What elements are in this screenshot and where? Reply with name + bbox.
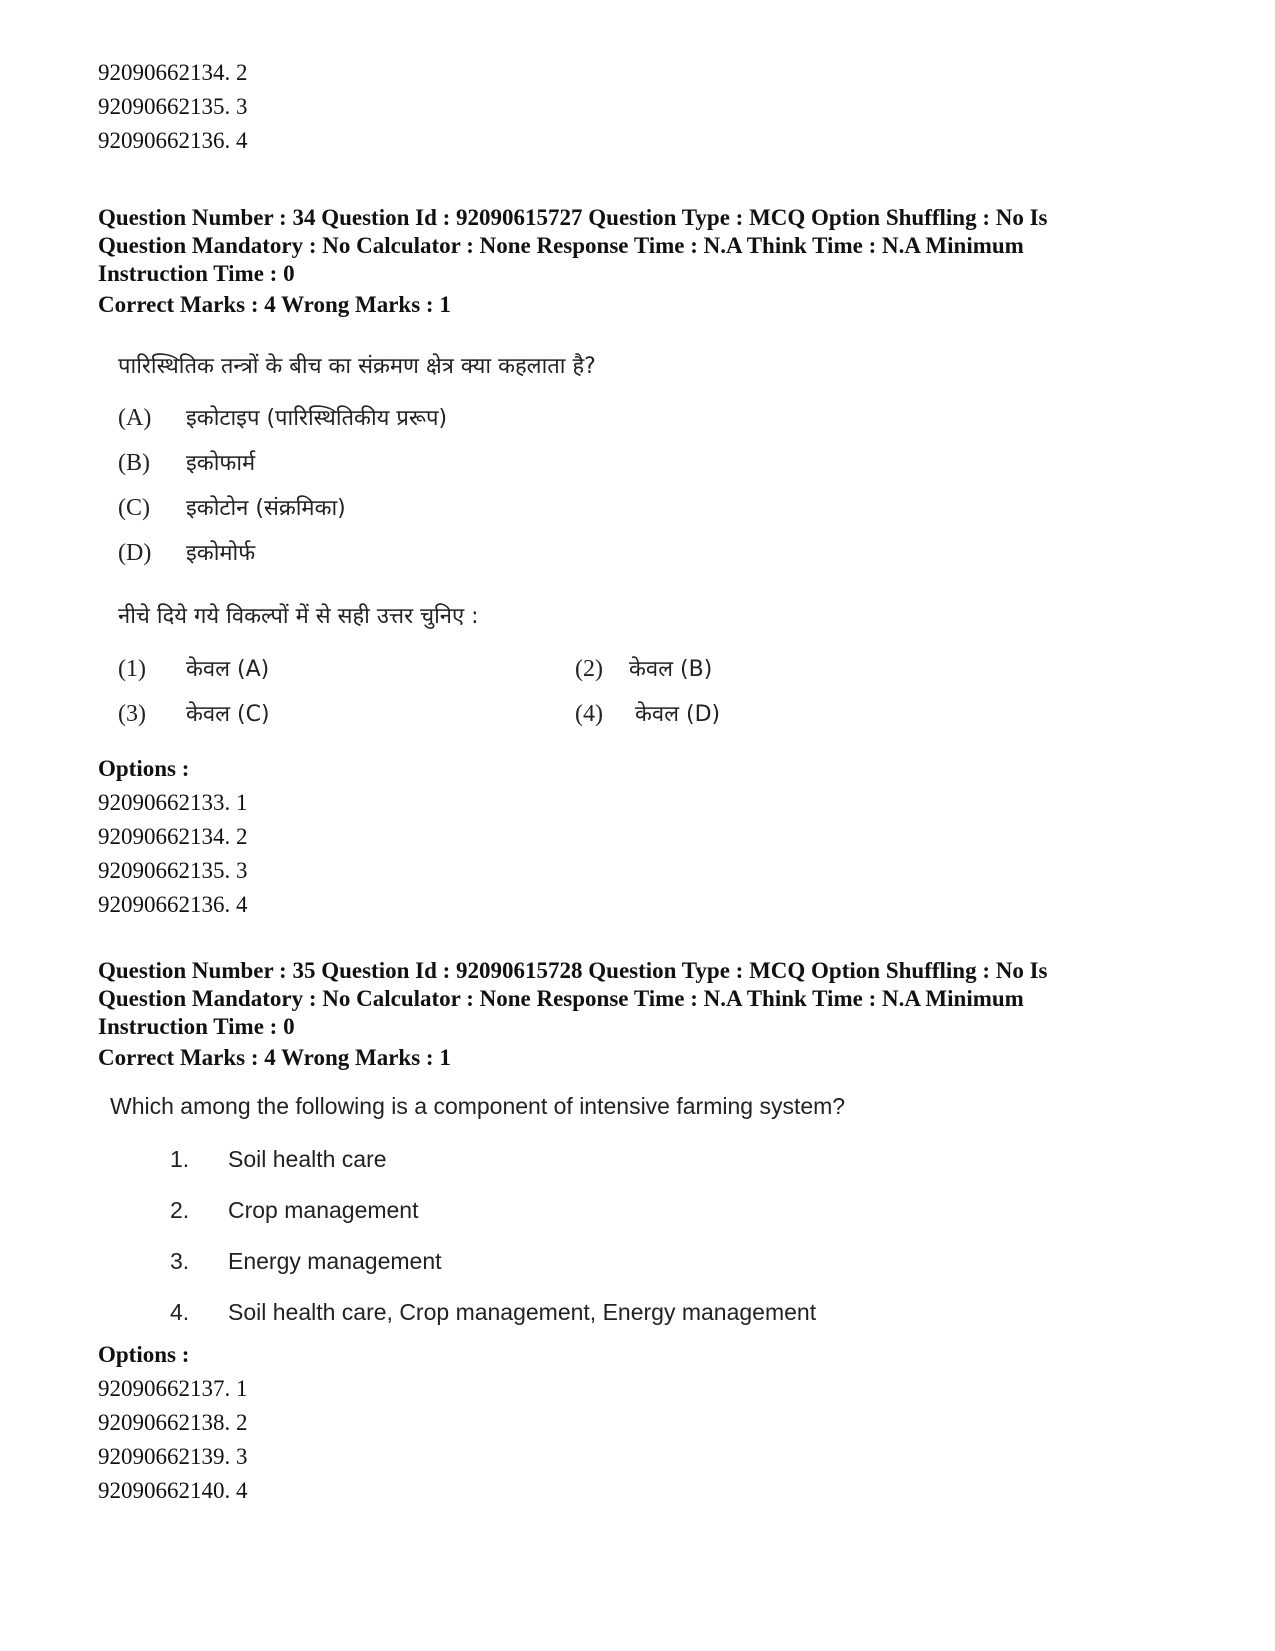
top-options: [98, 56, 1198, 158]
q35-marks: Correct Marks : 4 Wrong Marks : 1: [98, 1045, 451, 1070]
option-line: 92090662135. 3: [98, 94, 248, 119]
meta-line: Question Number : 34 Question Id : 92090615727 Question Type : MCQ Option Shuffling : No Is: [98, 205, 1048, 230]
option-line: 92090662134. 2: [98, 824, 248, 849]
q34-options: [98, 752, 1198, 922]
q35-choice-2: [170, 1197, 419, 1224]
choice-number: 4.: [170, 1299, 190, 1325]
choice-label: (3): [118, 701, 146, 727]
q35-choice-4: [170, 1299, 816, 1326]
statement-text: इकोमोर्फ: [186, 541, 256, 566]
option-line: 92090662135. 3: [98, 858, 248, 883]
option-line: 92090662133. 1: [98, 790, 248, 815]
choice-text: Crop management: [228, 1197, 419, 1223]
q35-choice-3: [170, 1248, 442, 1275]
choice-number: 1.: [170, 1146, 190, 1172]
statement-label: (C): [118, 495, 150, 521]
q34-choice-3: [118, 698, 270, 728]
q34-marks: Correct Marks : 4 Wrong Marks : 1: [98, 292, 451, 317]
choice-text: Soil health care, Crop management, Energy management: [228, 1299, 817, 1325]
q34-statement-d: [118, 537, 255, 567]
statement-text: इकोफार्म: [186, 451, 256, 476]
choice-label: (4): [575, 701, 603, 727]
q34-choice-1: [118, 653, 269, 683]
choice-text: केवल (C): [186, 702, 270, 727]
choice-text: Energy management: [228, 1248, 442, 1274]
statement-label: (B): [118, 450, 150, 476]
option-line: 92090662136. 4: [98, 892, 248, 917]
statement-label: (D): [118, 540, 152, 566]
choice-label: (2): [575, 656, 603, 682]
q34-statement-b: [118, 447, 255, 477]
q35-options: [98, 1338, 1198, 1508]
choice-text: केवल (D): [635, 702, 721, 727]
q34-choice-4: [575, 698, 720, 728]
choice-number: 3.: [170, 1248, 190, 1274]
q35-question: Which among the following is a component of intensive farming system?: [110, 1093, 846, 1119]
meta-line: Question Mandatory : No Calculator : None Response Time : N.A Think Time : N.A Minimum: [98, 986, 1024, 1011]
statement-label: (A): [118, 405, 152, 431]
option-line: 92090662138. 2: [98, 1410, 248, 1435]
q35-meta: [98, 957, 1198, 1041]
choice-number: 2.: [170, 1197, 190, 1223]
q34-instruction: नीचे दिये गये विकल्पों में से सही उत्तर चुनिए :: [118, 604, 479, 629]
meta-line: Instruction Time : 0: [98, 1014, 295, 1039]
choice-text: Soil health care: [228, 1146, 387, 1172]
q34-choice-2: [575, 653, 712, 683]
meta-line: Question Number : 35 Question Id : 92090615728 Question Type : MCQ Option Shuffling : No Is: [98, 958, 1048, 983]
option-line: 92090662137. 1: [98, 1376, 248, 1401]
q34-meta: [98, 204, 1198, 288]
q34-statement-c: [118, 492, 346, 522]
q34-question: पारिस्थितिक तन्त्रों के बीच का संक्रमण क्षेत्र क्या कहलाता है?: [118, 354, 596, 379]
option-line: 92090662136. 4: [98, 128, 248, 153]
options-label: Options :: [98, 1342, 190, 1367]
option-line: 92090662134. 2: [98, 60, 248, 85]
meta-line: Instruction Time : 0: [98, 261, 295, 286]
q34-statement-a: [118, 402, 447, 432]
statement-text: इकोटाइप (पारिस्थितिकीय प्ररूप): [186, 406, 448, 431]
q35-choice-1: [170, 1146, 387, 1173]
choice-text: केवल (B): [629, 657, 713, 682]
option-line: 92090662140. 4: [98, 1478, 248, 1503]
statement-text: इकोटोन (संक्रमिका): [186, 496, 346, 521]
choice-label: (1): [118, 656, 146, 682]
meta-line: Question Mandatory : No Calculator : None Response Time : N.A Think Time : N.A Minimum: [98, 233, 1024, 258]
options-label: Options :: [98, 756, 190, 781]
option-line: 92090662139. 3: [98, 1444, 248, 1469]
choice-text: केवल (A): [186, 657, 270, 682]
